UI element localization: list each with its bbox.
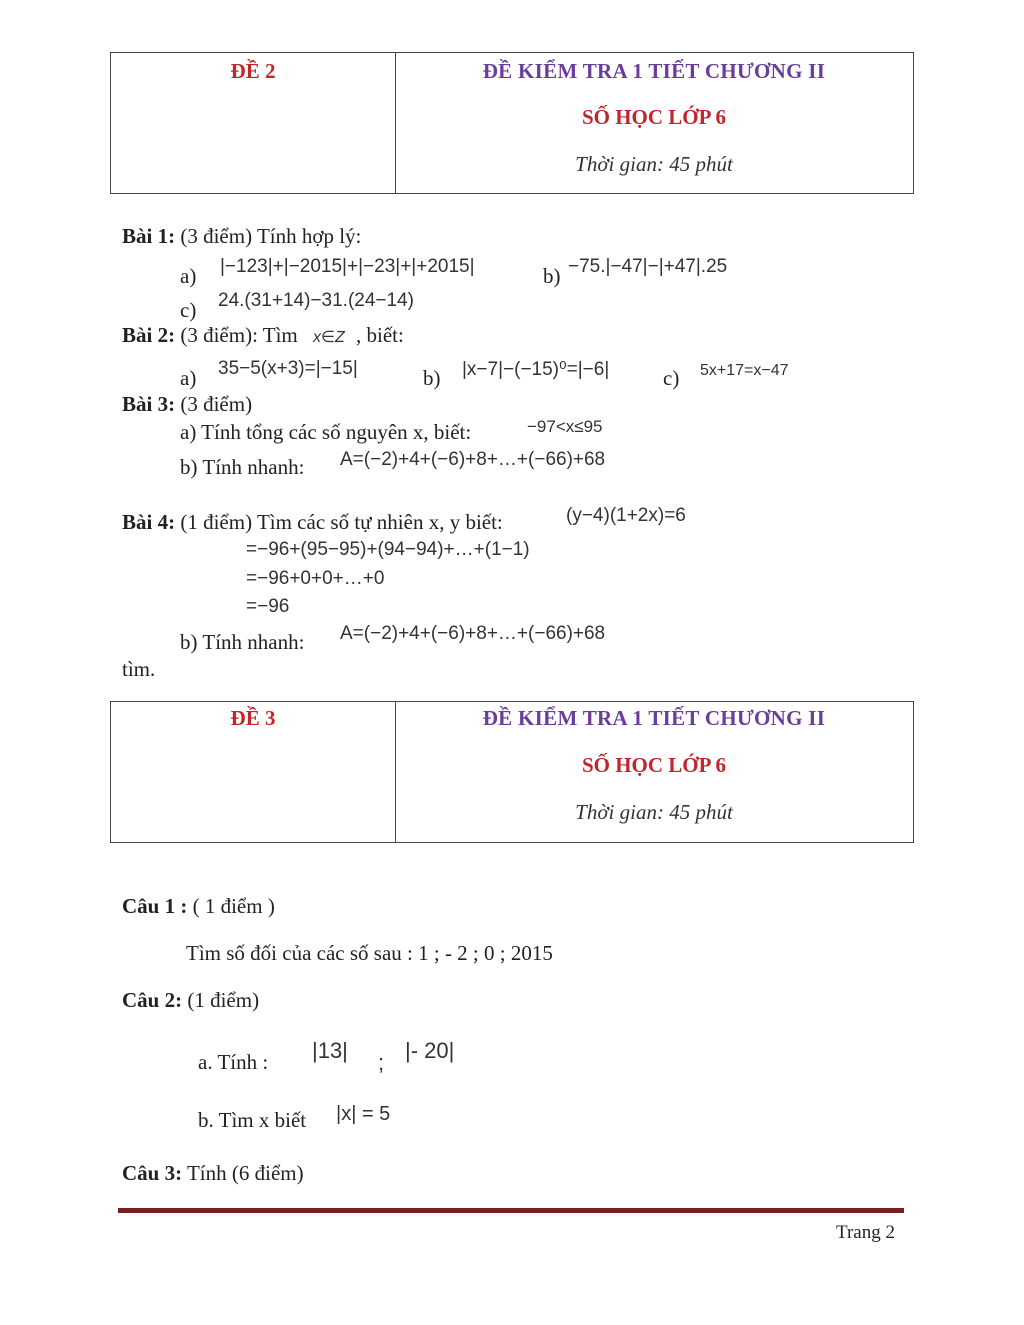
bai4-line1: =−96+(95−95)+(94−94)+…+(1−1) [246,539,530,560]
bai2-c-label: c) [663,366,680,390]
header-table-de3 [110,701,914,843]
exam-subtitle: SỐ HỌC LỚP 6 [581,105,727,129]
bai1-b-label: b) [543,264,561,288]
cau1-heading: Câu 1 : ( 1 điểm ) [122,894,275,918]
bai4-tail: tìm. [122,657,156,681]
exam-subtitle: SỐ HỌC LỚP 6 [581,753,727,777]
cau2-heading: Câu 2: (1 điểm) [122,988,260,1012]
cau2-a-text: a. Tính : [198,1050,269,1074]
bai2-b-expr: |x−7|−(−15)⁰=|−6| [462,359,610,380]
bai1-c-expr: 24.(31+14)−31.(24−14) [218,290,414,311]
cau2-b-expr: |x| = 5 [336,1103,391,1125]
bai2-condition: x∈Z [313,329,345,346]
exam-number: ĐỀ 2 [230,59,276,83]
bai4-heading: Bài 4: (1 điểm) Tìm các số tự nhiên x, y biết: [122,510,503,534]
bai1-b-expr: −75.|−47|−|+47|.25 [568,256,728,277]
exam-time: Thời gian: 45 phút [575,800,733,824]
bai4-line2: =−96+0+0+…+0 [246,568,385,589]
bai2-b-label: b) [423,366,441,390]
cau2-a-sep: ; [378,1050,385,1075]
bai4-line3: =−96 [246,596,290,617]
bai1-a-expr: |−123|+|−2015|+|−23|+|+2015| [220,256,475,277]
bai4-expr: (y−4)(1+2x)=6 [566,505,686,526]
bai1-a-label: a) [180,264,197,288]
cau2-a-expr1: |13| [312,1038,348,1063]
bai3-a-expr: −97<x≤95 [527,417,603,436]
exam-title: ĐỀ KIỂM TRA 1 TIẾT CHƯƠNG II [482,59,826,83]
footer-rule [118,1208,904,1213]
bai2-c-expr: 5x+17=x−47 [700,362,789,379]
cau3-heading: Câu 3: Tính (6 điểm) [122,1161,304,1185]
cau1-body: Tìm số đối của các số sau : 1 ; - 2 ; 0 ; 2015 [186,941,553,965]
page-number: Trang 2 [836,1222,895,1243]
bai2-a-label: a) [180,366,197,390]
bai2-heading: Bài 2: (3 điểm): Tìm x∈Z , biết: [122,323,404,347]
exam-title: ĐỀ KIỂM TRA 1 TIẾT CHƯƠNG II [482,706,826,730]
bai1-c-label: c) [180,298,197,322]
bai3-b-expr: A=(−2)+4+(−6)+8+…+(−66)+68 [340,449,606,470]
cau2-a-expr2: |- 20| [405,1038,455,1063]
exam-number: ĐỀ 3 [230,706,276,730]
bai4-b-expr: A=(−2)+4+(−6)+8+…+(−66)+68 [340,623,606,644]
bai1-heading: Bài 1: (3 điểm) Tính hợp lý: [122,224,362,248]
bai3-heading: Bài 3: (3 điểm) [122,392,253,416]
exam-time: Thời gian: 45 phút [575,152,733,176]
bai3-b-text: b) Tính nhanh: [180,455,305,479]
bai4-b-text: b) Tính nhanh: [180,630,305,654]
bai3-a-text: a) Tính tổng các số nguyên x, biết: [180,420,472,444]
header-table-de2 [110,52,914,194]
bai2-a-expr: 35−5(x+3)=|−15| [218,358,358,379]
cau2-b-text: b. Tìm x biết [198,1108,307,1132]
